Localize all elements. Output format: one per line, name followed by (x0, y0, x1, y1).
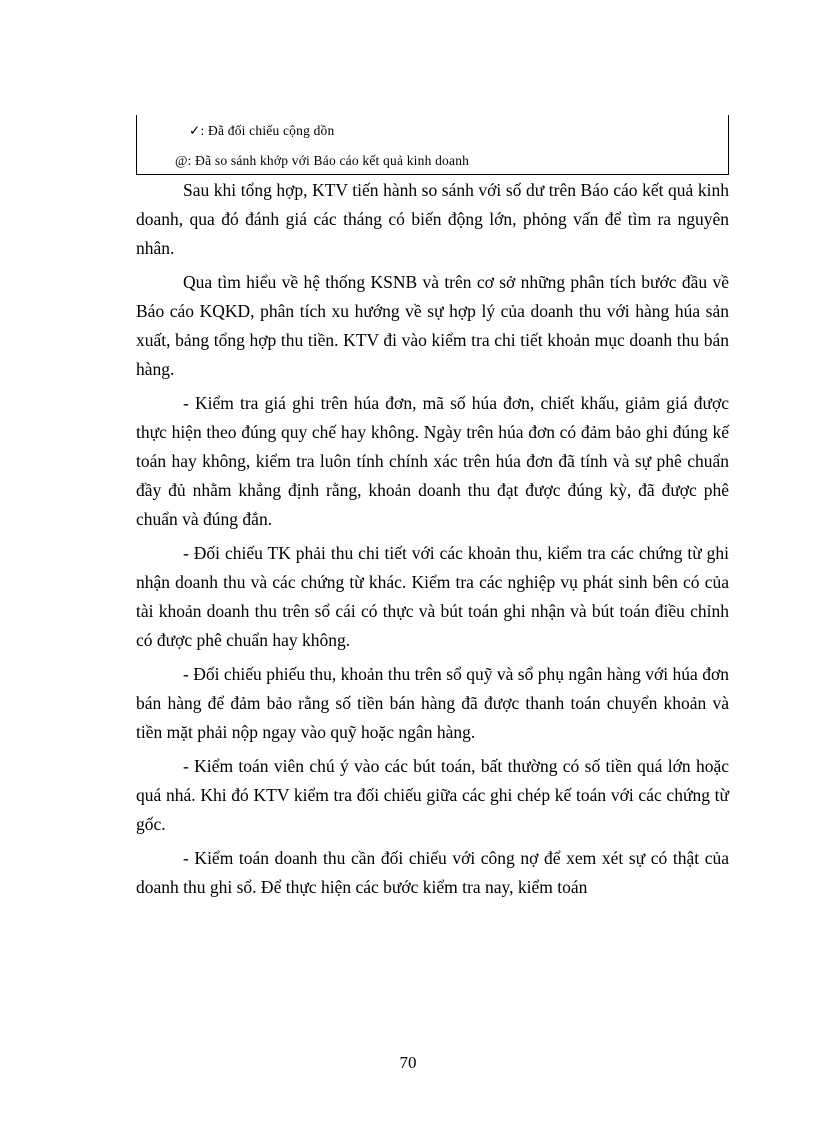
paragraph: - Kiểm toán viên chú ý vào các bút toán, bất thường có số tiền quá lớn hoặc quá nhá. Khi đó KTV kiểm tra đối chiếu giữa các ghi chép kế toán với các chứng từ gốc. (136, 756, 729, 834)
document-body (136, 176, 729, 907)
legend-box (136, 115, 729, 175)
paragraph: Sau khi tổng hợp, KTV tiến hành so sánh với số dư trên Báo cáo kết quả kinh doanh, qua đó đánh giá các tháng có biến động lớn, phỏng vấn để tìm ra nguyên nhân. (136, 180, 729, 258)
legend-item-cumulative (189, 123, 334, 139)
at-sign-icon: @ (175, 153, 188, 168)
legend-text: : Đã đối chiếu cộng dồn (200, 123, 335, 138)
page-number: 70 (399, 1053, 417, 1072)
paragraph: Qua tìm hiểu về hệ thống KSNB và trên cơ sở những phân tích bước đầu về Báo cáo KQKD, phân tích xu hướng về sự hợp lý của doanh thu với hàng húa sản xuất, bảng tổng hợp thu tiền. KTV đi vào kiểm tra chi tiết khoản mục doanh thu bán hàng. (136, 272, 729, 379)
paragraph: - Đối chiếu TK phải thu chi tiết với các khoản thu, kiểm tra các chứng từ ghi nhận doanh thu và các chứng từ khác. Kiểm tra các nghiệp vụ phát sinh bên có của tài khoản doanh thu trên sổ cái có thực và bút toán ghi nhận và bút toán điều chỉnh có được phê chuẩn hay không. (136, 543, 729, 650)
paragraph: - Kiểm toán doanh thu cần đối chiếu với công nợ để xem xét sự có thật của doanh thu ghi sổ. Để thực hiện các bước kiểm tra nay, kiểm toán (136, 848, 729, 897)
checkmark-icon: ✓ (189, 123, 201, 138)
paragraph: - Đối chiếu phiếu thu, khoản thu trên sổ quỹ và sổ phụ ngân hàng với húa đơn bán hàng để đảm bảo rằng số tiền bán hàng đã được thanh toán chuyển khoản và tiền mặt phải nộp ngay vào quỹ hoặc ngân hàng. (136, 664, 729, 742)
legend-text: : Đã so sánh khớp với Báo cáo kết quả kinh doanh (187, 153, 470, 168)
legend-item-matched (175, 153, 469, 169)
paragraph: - Kiểm tra giá ghi trên húa đơn, mã số húa đơn, chiết khấu, giảm giá được thực hiện theo đúng quy chế hay không. Ngày trên húa đơn có đảm bảo ghi đúng kế toán hay không, kiểm tra luôn tính chính xác trên húa đơn đã tính và sự phê chuẩn đầy đủ nhằm khẳng định rằng, khoản doanh thu đạt được đúng kỳ, đã được phê chuẩn và đúng đắn. (136, 393, 729, 529)
